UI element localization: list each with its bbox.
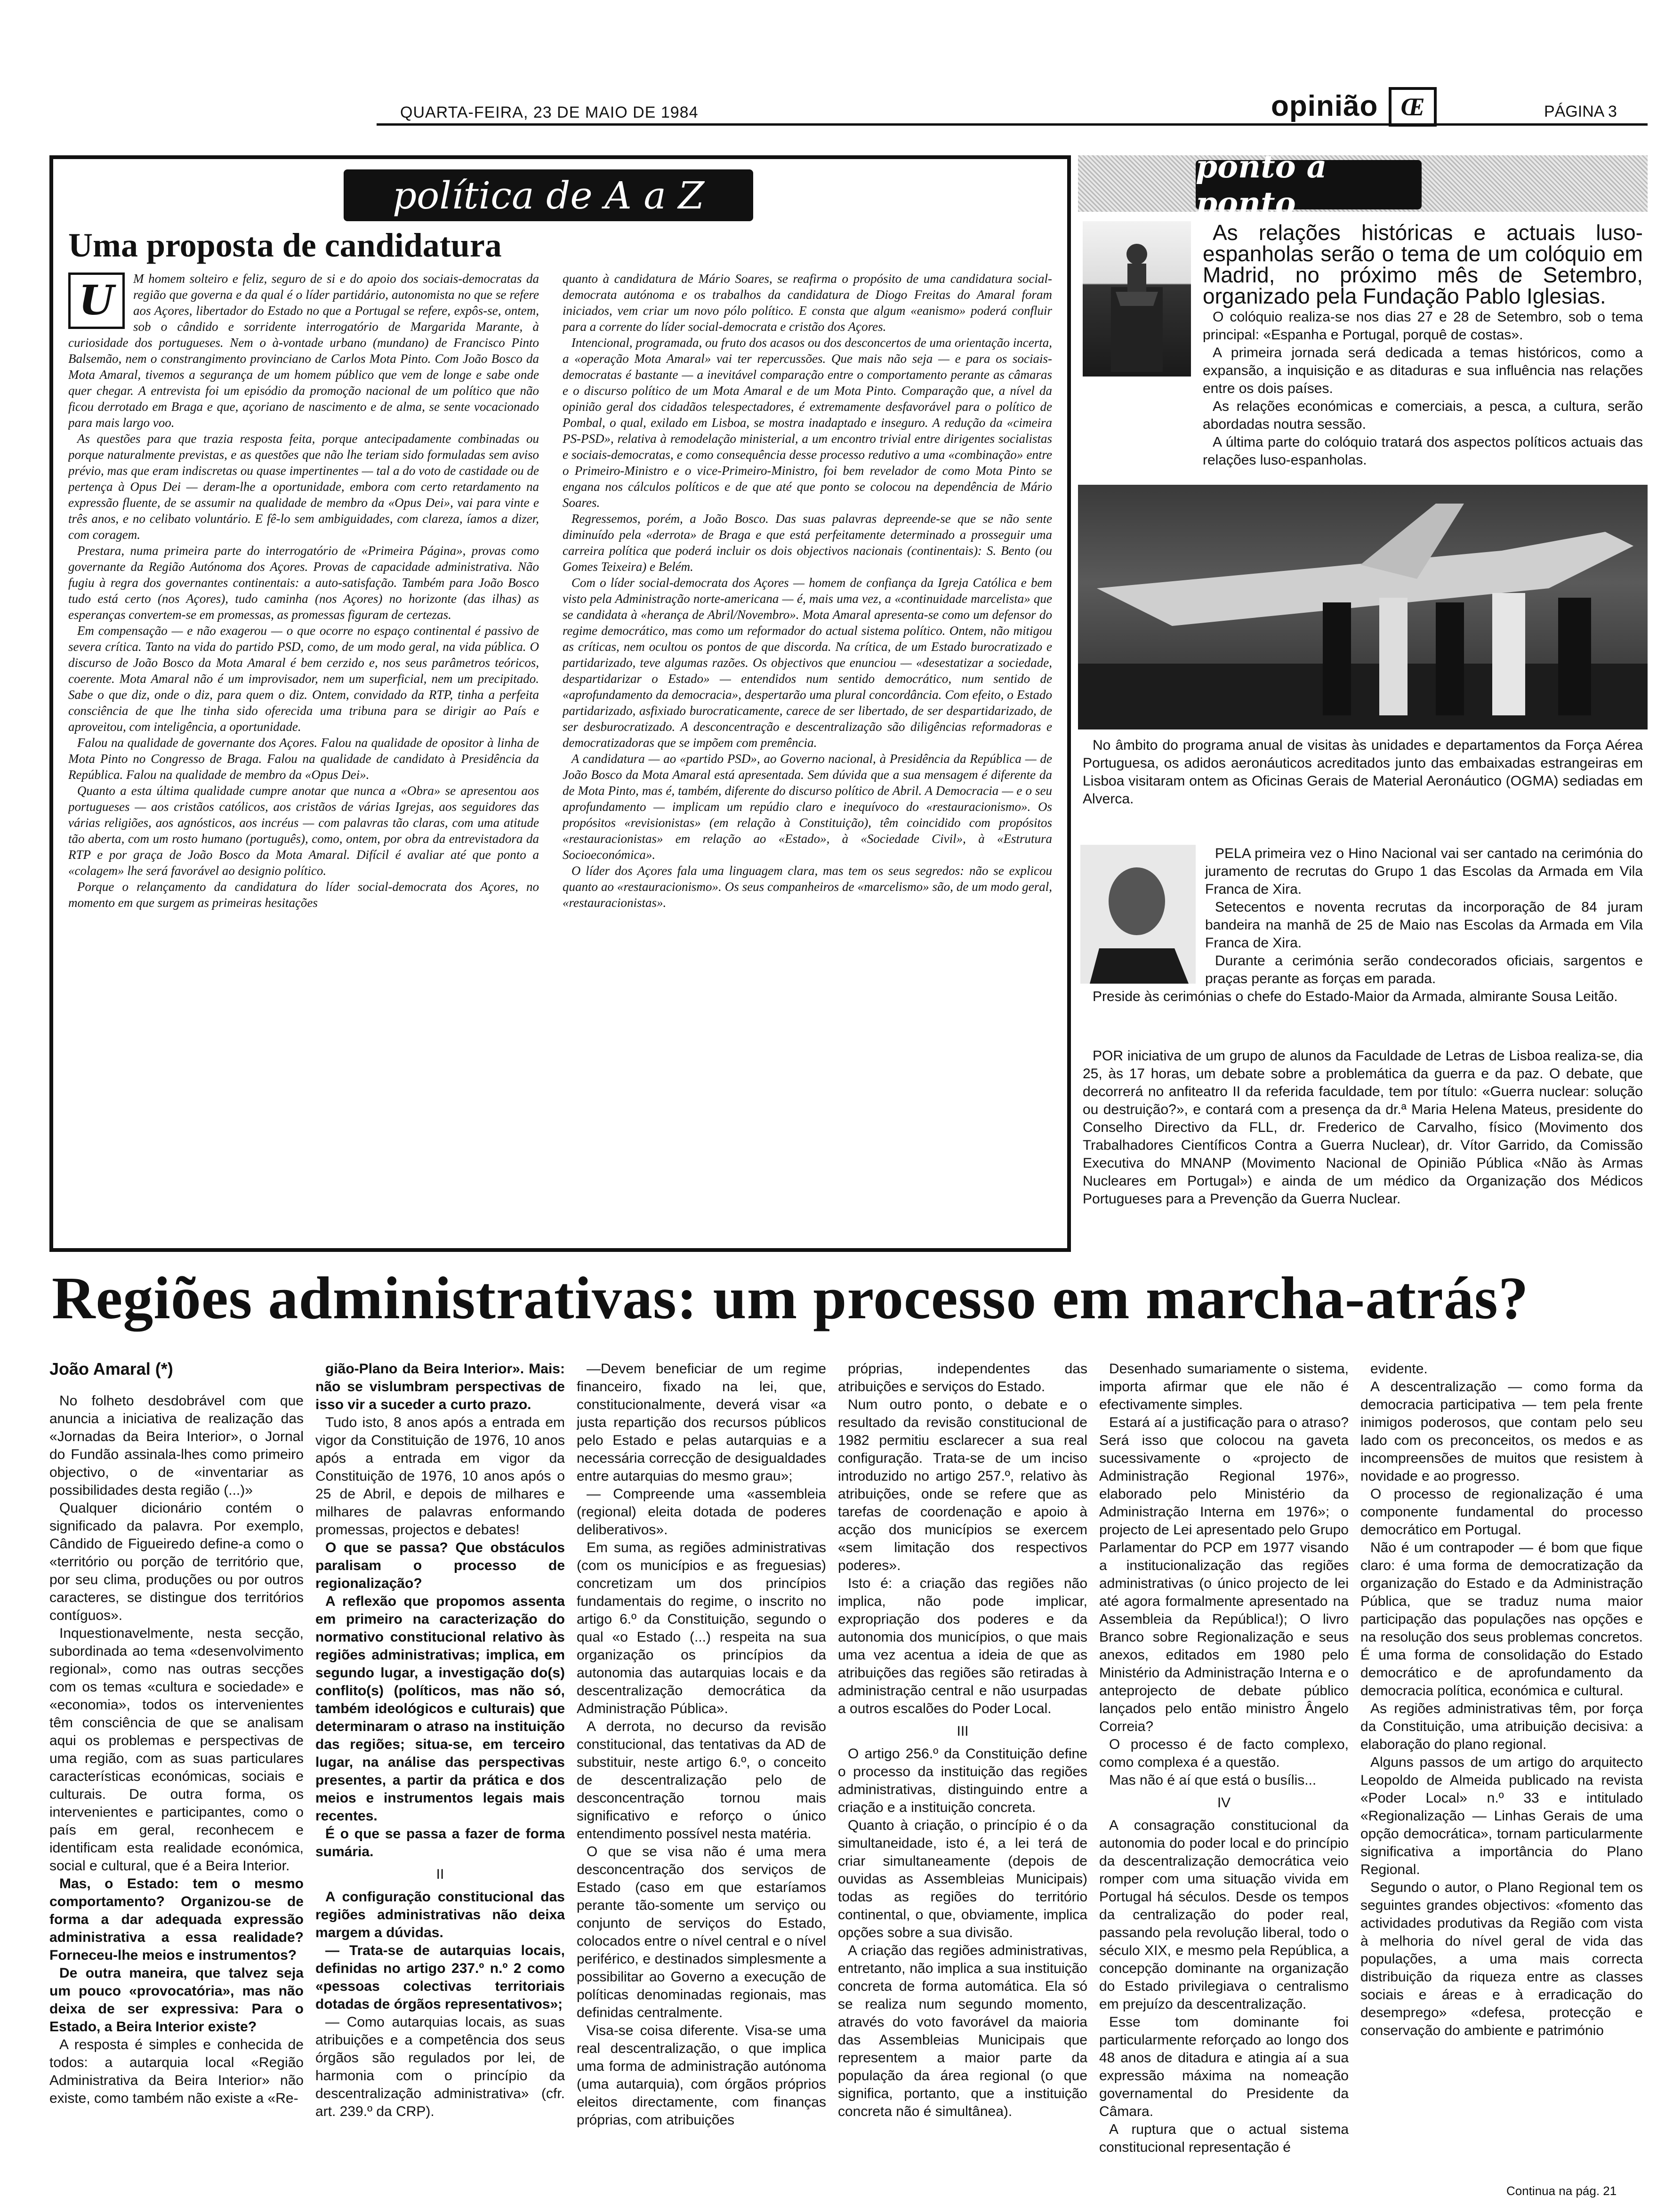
- regioes-paragraph: — Compreende uma «assembleia (regional) eleita dotada de poderes deliberativos».: [577, 1486, 826, 1538]
- regioes-paragraph: Alguns passos de um artigo do arquitecto Leopoldo de Almeida publicado na revista «Poder Local» n.º 33 e intitulado «Regionalização — Linhas Gerais de uma opção democrática», tornam particularmente significativa a importância do Plano Regional.: [1360, 1755, 1643, 1877]
- regioes-paragraph: próprias, independentes das atribuições e serviços do Estado.: [838, 1361, 1087, 1395]
- statue-illustration: [1083, 221, 1191, 377]
- ponto-paragraph: O colóquio realiza-se nos dias 27 e 28 de Setembro, sob o tema principal: «Espanha e Portugal, porquê de costas».: [1203, 309, 1643, 343]
- politica-title: Uma proposta de candidatura: [68, 226, 502, 264]
- regioes-paragraph: O que se visa não é uma mera desconcentração dos serviços de Estado (caso em que estaríamos perante tão-somente um serviço ou conjunto de serviços do Estado, colocados entre o nível central e o nível periférico, e destinados simplesmente a possibilitar ao Governo a execução de políticas denominadas regionais, mas definidas centralmente.: [577, 1844, 826, 2020]
- politica-col1: [68, 271, 539, 1240]
- ponto-paragraph-text: As relações históricas e actuais luso-espanholas serão o tema de um colóquio em Madrid, no próximo mês de Setembro, organizado pela Fundação Pablo Iglesias.: [1203, 224, 1643, 308]
- page-number: PÁGINA 3: [1544, 103, 1617, 120]
- regioes-paragraph: A configuração constitucional das regiões administrativas não deixa margem a dúvidas.: [315, 1889, 565, 1940]
- regioes-paragraph: No folheto desdobrável com que anuncia a iniciativa de realização das «Jornadas da Beira Interior», o Jornal do Fundão assinala-lhes como primeiro objectivo, o de «inventariar as possibilidades desta região (...)»: [49, 1393, 304, 1498]
- politica-paragraph: M homem solteiro e feliz, seguro de si e do apoio dos sociais-democratas da região que governa e da qual é o líder partidário, autonomista no que se refere aos Açores, libertador do Estado no que a Portugal se refere, expôs-se, ontem, sob o cândido e sorridente interrogatório de Margarida Marante, à curiosidade dos portugueses. Nem o à-vontade urbano (mundano) de Francisco Pinto Balsemão, nem o constrangimento provinciano de Carlos Mota Pinto. Com João Bosco da Mota Amaral, tivemos a segurança de um homem público que vem de longe e sabe onde quer chegar. A entrevista foi um episódio da promoção nacional de um político que não ficou derrotado em Braga e que, açoriano de nascimento e de alma, se sente vocacionado para mais largo voo.: [68, 272, 539, 430]
- ponto-paragraph: Preside às cerimónias o chefe do Estado-Maior da Armada, almirante Sousa Leitão.: [1093, 989, 1618, 1004]
- section-label: opinião: [1271, 90, 1378, 122]
- regioes-paragraph: A consagração constitucional da autonomia do poder local e do princípio da descentralização democrática veio romper com uma situação vivida em Portugal há séculos. Desde os tempos da centralização do poder real, passando pela revolução liberal, todo o século XIX, e mesmo pela República, a concepção dominante na organização do Estado privilegiava o centralismo em prejuízo da descentralização.: [1099, 1818, 1349, 2012]
- politica-banner: [344, 169, 753, 221]
- regioes-paragraph: O processo é de facto complexo, como complexa é a questão.: [1099, 1737, 1349, 1770]
- regioes-paragraph: A descentralização — como forma da democracia participativa — tem pela frente inimigos poderosos, que contam pelo seu lado com os preconceitos, os medos e as incompreensões de muitos que resistem à novidade e ao progresso.: [1360, 1379, 1643, 1484]
- aircraft-photo: [1078, 485, 1648, 729]
- regioes-paragraph: O processo de regionalização é uma componente fundamental do processo democrático em Portugal.: [1360, 1486, 1643, 1538]
- header-rule: [377, 123, 1648, 126]
- regioes-paragraph: Desenhado sumariamente o sistema, importa afirmar que ele não é efectivamente simples.: [1099, 1361, 1349, 1412]
- regioes-paragraph: — Como autarquias locais, as suas atribuições e a competência dos seus órgãos são regulados por lei, de harmonia com o princípio da descentralização administrativa» (cfr. art. 239.º da CRP).: [315, 2014, 565, 2119]
- ponto-paragraph: No âmbito do programa anual de visitas às unidades e departamentos da Força Aérea Portuguesa, os adidos aeronáuticos acreditados junto das embaixadas estrangeiras em Lisboa visitaram ontem as Oficinas Gerais de Material Aeronáutico (OGMA) sediadas em Alverca.: [1083, 737, 1643, 807]
- politica-paragraph: Quanto a esta última qualidade cumpre anotar que nunca a «Obra» se apresentou aos portugueses — aos cristãos católicos, aos cristãos de várias Igrejas, aos seguidores das várias religiões, aos agnósticos, aos incréus — com palavras tão claras, com uma atitude tão aberta, com um rosto humano (português), como, ontem, por obra da entrevistadora da RTP e por graça de João Bosco da Mota Amaral. Difícil é avaliar até que ponto a «colagem» lhe será favorável ao designio político.: [68, 784, 539, 878]
- politica-paragraph: Com o líder social-democrata dos Açores — homem de confiança da Igreja Católica e bem visto pela Administração norte-americana — é, mais uma vez, a «continuidade marcelista» que se candidata à «herança de Abril/Novembro». Mota Amaral apresenta-se como um defensor do regime democrático, mas como um reformador do actual sistema político. Ontem, não mitigou as críticas, nem ocultou os pontos de que discorda. Na crítica, de um Estado burocratizado e partidarizado, teve algumas razões. Os objectivos que enunciou — «desestatizar a sociedade, despartidarizar o Estado» — entendidos num sentido democrático, num sentido de «aprofundamento da democracia», despertarão uma plural concordância. Com efeito, o Estado partidarizado, asfixiado burocraticamente, carece de ser libertado, de ser despartidarizado, de ser desburocratizado. A desconcentração e descentralização são diligências reformadoras e democratizadoras que se impõem com premência.: [563, 576, 1052, 750]
- politica-paragraph: Falou na qualidade de governante dos Açores. Falou na qualidade de opositor à linha de Mota Pinto no Congresso de Braga. Falou na qualidade de candidato à Presidência da República. Falou na qualidade de membro da «Opus Dei».: [68, 736, 539, 782]
- regioes-paragraph: Segundo o autor, o Plano Regional tem os seguintes grandes objectivos: «fomento das actividades produtivas da Região com vista à melhoria do nível geral de vida das populações, a uma mais correcta distribuição da riqueza entre as classes sociais e áreas e à erradicação do desemprego» «defesa, protecção e conservação do ambiente e património: [1360, 1880, 1643, 2038]
- portrait-float: [1083, 845, 1205, 986]
- ponto-paragraph: POR iniciativa de um grupo de alunos da Faculdade de Letras de Lisboa realiza-se, dia 25, às 17 horas, um debate sobre a problemática da guerra e da paz. O debate, que decorrerá no anfiteatro II da referida faculdade, tem por título: «Guerra nuclear: solução ou destruição?», e contará com a presença da dr.ª Maria Helena Mateus, presidente do Conselho Directivo da FLL, dr. Frederico de Carvalho, físico (Movimento dos Trabalhadores Científicos Contra a Guerra Nuclear), dr. Vítor Garrido, da Comissão Executiva do MNANP (Movimento Nacional de Opinião Pública «Não às Armas Nucleares em Portugal») e ainda de um médico da Organização dos Médicos Portugueses para a Prevenção da Guerra Nuclear.: [1083, 1048, 1643, 1207]
- regioes-col6: [1360, 1360, 1643, 2179]
- ponto-item-1: [1203, 224, 1643, 478]
- regioes-col3: [577, 1360, 826, 2198]
- politica-banner-text: política de A a Z: [392, 173, 705, 217]
- regioes-paragraph: Inquestionavelmente, nesta secção, subordinada ao tema «desenvolvimento regional», como nas outras secções com os temas «cultura e sociedade» e «economia», todos os intervenientes têm consciência de que se analisam aqui os problemas e perspectivas de uma região, com as suas particulares características económicas, sociais e culturais. De outra forma, os intervenientes e participantes, como o país em geral, reconhecem e identificam esta realidade económica, social e cultural, que é a Beira Interior.: [49, 1626, 304, 1874]
- politica-paragraph: quanto à candidatura de Mário Soares, se reafirma o propósito de uma candidatura social-democrata autónoma e os trabalhos da candidatura de Diogo Freitas do Amaral foram iniciados, vem criar um novo pólo político. E consta que algum «eanismo» poderá confluir para a corrente do líder social-democrata e cristão dos Açores.: [563, 272, 1052, 334]
- continua-link[interactable]: Continua na pág. 21: [1506, 2184, 1617, 2198]
- regioes-paragraph: A criação das regiões administrativas, entretanto, não implica a sua instituição concreta de forma automática. Ela só se realiza num segundo momento, através do voto favorável da maioria das Assembleias Municipais que representem a maior parte da população da área regional (o que significa, portanto, que a instituição concreta não é simultânea).: [838, 1943, 1087, 2119]
- regioes-paragraph: A derrota, no decurso da revisão constitucional, das tentativas da AD de substituir, neste artigo 6.º, o conceito de descentralização pelo de desconcentração tornou mais significativo e reforço o único entendimento possível nesta matéria.: [577, 1719, 826, 1842]
- aircraft-illustration: [1078, 485, 1648, 729]
- regioes-author: João Amaral (*): [49, 1360, 173, 1378]
- ponto-paragraph: A primeira jornada será dedicada a temas históricos, como a expansão, a inquisição e as ditaduras e sua influência nas relações entre os dois países.: [1203, 345, 1643, 396]
- politica-paragraph: As questões para que trazia resposta feita, porque antecipadamente combinadas ou porque naturalmente previstas, e as questões que não lhe teriam sido formuladas sem aviso prévio, mas que eram indiscretas ou quase impertinentes — tal a do voto de castidade ou de pertença à Opus Dei — deram-lhe a oportunidade, embora com certo retardamento na expressão fluente, de se assumir na qualidade de membro da «Opus Dei», vai para vinte e três anos, e no celibato voluntário. E fê-lo sem ambiguidades, com clareza, íamos a dizer, com coragem.: [68, 432, 539, 542]
- politica-paragraph: Regressemos, porém, a João Bosco. Das suas palavras depreende-se que se não sente diminuído pela «derrota» de Braga e que está perfeitamente determinado a prosseguir uma carreira política que poderá incluir os dois objectivos nacionais (continentais): S. Bento (ou Gomes Teixeira) e Belém.: [563, 512, 1052, 574]
- regioes-paragraph: Num outro ponto, o debate e o resultado da revisão constitucional de 1982 permitiu esclarecer a sua real configuração. Trata-se de um inciso introduzido no artigo 257.º, relativo às atribuições, onde se refere que as tarefas de coordenação e apoio à acção dos municípios se exercem «sem limitação dos respectivos poderes».: [838, 1397, 1087, 1573]
- regioes-paragraph: Isto é: a criação das regiões não implica, não pode implicar, expropriação dos poderes e da autonomia dos municípios, o que mais uma vez acentua a ideia de que as atribuições das regiões são retiradas à administração central e não usurpadas a outros escalões do Poder Local.: [838, 1576, 1087, 1716]
- politica-paragraph: Em compensação — e não exagerou — o que ocorre no espaço continental é passivo de severa crítica. Tanto na vida do partido PSD, como, de um modo geral, na vida pública. O discurso de João Bosco da Mota Amaral é bem cerzido e, nos seus parâmetros teóricos, coerente. Mota Amaral não é um improvisador, nem um superficial, nem um precipitado. Sabe o que diz, onde o diz, para quem o diz. Ontem, convidado da RTP, tinha a perfeita consciência de que lhe tinha sido oferecida uma tribuna para se dirigir ao País e aproveitou, com inteligência, a oportunidade.: [68, 624, 539, 734]
- logo-glyph: Œ: [1400, 93, 1425, 121]
- regioes-paragraph: Mas, o Estado: tem o mesmo comportamento? Organizou-se de forma a dar adequada expressão administrativa a essa realidade? Forneceu-lhe meios e instrumentos?: [49, 1876, 304, 1963]
- regioes-paragraph: gião-Plano da Beira Interior». Mais: não se vislumbram perspectivas de isso vir a suceder a curto prazo.: [315, 1361, 565, 1412]
- politica-paragraph: Porque o relançamento da candidatura do líder social-democrata dos Açores, no momento em que surgem as primeiras hesitações: [68, 880, 539, 910]
- ponto-banner-text: ponto a ponto: [1196, 148, 1327, 222]
- ponto-item-4: [1083, 1047, 1643, 1250]
- regioes-paragraph: Visa-se coisa diferente. Visa-se uma real descentralização, o que implica uma forma de administração autónoma (uma autarquia), com órgãos próprios eleitos directamente, com finanças próprias, com atribuições: [577, 2023, 826, 2128]
- ponto-paragraph: PELA primeira vez o Hino Nacional vai ser cantado na cerimónia do juramento de recrutas do Grupo 1 das Escolas da Armada em Vila Franca de Xira.: [1205, 846, 1643, 897]
- regioes-paragraph: A reflexão que propomos assenta em primeiro na caracterização do normativo constitucional relativo às regiões administrativas; implica, em segundo lugar, a investigação do(s) conflito(s) (políticos, mas não só, também ideológicos e culturais) que determinaram o atraso na instituição das regiões; situa-se, em terceiro lugar, na análise das perspectivas presentes, a partir da prática e dos meios e instrumentos legais mais recentes.: [315, 1594, 565, 1824]
- ponto-item-2: [1083, 737, 1643, 838]
- regioes-paragraph: Tudo isto, 8 anos após a entrada em vigor da Constituição de 1976, 10 anos após a entrada em vigor da Constituição de 1976, 10 anos após o 25 de Abril, e depois de milhares e milhares de palavras enformando promessas, projectos e debates!: [315, 1415, 565, 1538]
- regioes-col2: [315, 1360, 565, 2198]
- regioes-paragraph: O artigo 256.º da Constituição define o processo da instituição das regiões administrativas, distinguindo entre a criação e a instituição concreta.: [838, 1746, 1087, 1815]
- section-number: IV: [1217, 1795, 1231, 1811]
- regioes-paragraph: Esse tom dominante foi particularmente reforçado ao longo dos 48 anos de ditadura e atingia aí a sua expressão máxima na nomeação governamental do Presidente da Câmara.: [1099, 2014, 1349, 2119]
- ponto-paragraph: [1203, 224, 1643, 308]
- ponto-paragraph: As relações económicas e comerciais, a pesca, a cultura, serão abordadas noutra sessão.: [1203, 399, 1643, 432]
- politica-dropcap: U: [68, 272, 125, 329]
- regioes-headline: Regiões administrativas: um processo em marcha-atrás?: [52, 1265, 1529, 1331]
- regioes-paragraph: Não é um contrapoder — é bom que fique claro: é uma forma de democratização da organização do Estado e da Administração Pública, que se traduz numa maior participação das populações nas opções e na resolução dos seus problemas concretos. É uma forma de consolidação do Estado democrático e de aprofundamento da democracia política, económica e cultural.: [1360, 1540, 1643, 1699]
- politica-col2: [563, 271, 1052, 1240]
- politica-paragraph: A candidatura — ao «partido PSD», ao Governo nacional, à Presidência da República — de João Bosco da Mota Amaral está apresentada. Sem dúvida que a sua mensagem é diferente da de Mota Pinto, mas é, também, diferente do discurso político de Abril. A Democracia — e o seu aprofundamento — implicam um repúdio claro e inequívoco do «restauracionismo». Os propósitos «revisionistas» (em relação à Constituição), têm coincidido com propósitos «restauracionistas» em relação ao «Estado», à «Sociedade Civil», à «Estrutura Socioeconómica».: [563, 752, 1052, 862]
- regioes-col5: [1099, 1360, 1349, 2198]
- regioes-paragraph: —Devem beneficiar de um regime financeiro, fixado na lei, que, constitucionalmente, deverá visar «a justa repartição dos recursos públicos pelo Estado e pelas autarquias e a necessária correcção de desigualdades entre autarquias do mesmo grau»;: [577, 1361, 826, 1484]
- politica-paragraph: Intencional, programada, ou fruto dos acasos ou dos desconcertos de uma orientação incerta, a «operação Mota Amaral» vai ter repercussões. Que mais não seja — e para os sociais-democratas é bastante — a inevitável comparação entre o comportamento perante as câmaras e o discurso político de um Mota Amaral e de um Mota Pinto. Comparação que, a nível da opinião geral dos cidadãos telespectadores, é extremamente desfavorável para o político de Pombal, o qual, exilado em Lisboa, se mostra inadaptado e inseguro. A redução da «cimeira PS-PSD», relativa à remodelação ministerial, a um encontro trivial entre dirigentes socialistas e sociais-democratas, e como consequência desse processo redutivo a uma «combinação» entre o Primeiro-Ministro e o vice-Primeiro-Ministro, foi bem revelador de como Mota Pinto se engana nos cálculos políticos e de que até que ponto se colocou na dependência de Mário Soares.: [563, 336, 1052, 510]
- regioes-paragraph: Quanto à criação, o princípio é o da simultaneidade, isto é, a lei terá de criar simultaneamente (depois de ouvidas as Assembleias Municipais) todas as regiões do território continental, o que, obviamente, implica opções sobre a sua divisão.: [838, 1818, 1087, 1940]
- regioes-paragraph: Mas não é aí que está o busílis...: [1109, 1772, 1317, 1788]
- header-date: QUARTA-FEIRA, 23 DE MAIO DE 1984: [400, 104, 699, 121]
- regioes-paragraph: A resposta é simples e conhecida de todos: a autarquia local «Região Administrativa da Beira Interior» não existe, como também não existe a «Re-: [49, 2037, 304, 2106]
- ponto-paragraph: Setecentos e noventa recrutas da incorporação de 84 juram bandeira na manhã de 25 de Maio nas Escolas da Armada em Vila Franca de Xira.: [1205, 899, 1643, 951]
- ponto-banner: [1196, 148, 1422, 222]
- politica-paragraph: Prestara, numa primeira parte do interrogatório de «Primeira Página», provas como governante da Região Autónoma dos Açores. Provas de capacidade administrativa. Não fugiu à regra dos governantes continentais: a auto-satisfação. Também para João Bosco tudo está certo (nos Açores), tudo caminha (nos Açores) no horizonte (das ilhas) as esperanças convertem-se em promessas, as promessas figuram de certezas.: [68, 544, 539, 622]
- regioes-paragraph: De outra maneira, que talvez seja um pouco «provocatória», mas não deixa de ser expressiva: Para o Estado, a Beira Interior existe?: [49, 1965, 304, 2035]
- regioes-col1: [49, 1360, 304, 2198]
- regioes-paragraph: O que se passa? Que obstáculos paralisam o processo de regionalização?: [315, 1540, 565, 1591]
- regioes-paragraph: É o que se passa a fazer de forma sumária.: [315, 1826, 565, 1859]
- regioes-paragraph: evidente.: [1370, 1361, 1428, 1377]
- statue-photo: [1083, 221, 1191, 377]
- section-number: II: [436, 1867, 444, 1882]
- ponto-paragraph: A última parte do colóquio tratará dos aspectos políticos actuais das relações luso-espanholas.: [1203, 434, 1643, 468]
- regioes-paragraph: A ruptura que o actual sistema constitucional representação é: [1099, 2122, 1349, 2155]
- section-number: III: [957, 1723, 969, 1739]
- regioes-paragraph: Em suma, as regiões administrativas (com os municípios e as freguesias) concretizam um dos princípios fundamentais do regime, o inscrito no artigo 6.º da Constituição, segundo o qual «o Estado (...) respeita na sua organização os princípios da autonomia das autarquias locais e da descentralização democrática da Administração Pública».: [577, 1540, 826, 1716]
- regioes-col4: [838, 1360, 1087, 2198]
- newspaper-logo: [1389, 87, 1437, 127]
- politica-paragraph: O líder dos Açores fala uma linguagem clara, mas tem os seus segredos: não se explicou quanto ao «restauracionismo». Os seus companheiros de «marcelismo» são, de um modo geral, «restauracionistas».: [563, 864, 1052, 910]
- ponto-item-3: [1083, 845, 1643, 1042]
- regioes-paragraph: As regiões administrativas têm, por força da Constituição, uma atribuição decisiva: a elaboração do plano regional.: [1360, 1701, 1643, 1752]
- regioes-paragraph: Estará aí a justificação para o atraso? Será isso que colocou na gaveta sucessivamente o «projecto de Administração Regional 1976», elaborado pelo Ministério da Administração Interna em 1976»; o projecto de Lei apresentado pelo Grupo Parlamentar do PCP em 1977 visando a institucionalização das regiões administrativas (o único projecto de lei até agora formalmente apresentado na Assembleia da República!); O livro Branco sobre Regionalização e seus anexos, editados em 1980 pelo Ministério da Administração Interna e o anteprojecto de debate público lançados pelo então ministro Ângelo Correia?: [1099, 1415, 1349, 1734]
- regioes-paragraph: Qualquer dicionário contém o significado da palavra. Por exemplo, Cândido de Figueiredo define-a como o «território ou porção de território que, por seu clima, produções ou por outros caracteres, se distingue dos territórios contíguos».: [49, 1500, 304, 1623]
- ponto-paragraph: Durante a cerimónia serão condecorados oficiais, sargentos e praças perante as forças em parada.: [1205, 953, 1643, 986]
- regioes-paragraph: — Trata-se de autarquias locais, definidas no artigo 237.º n.º 2 como «pessoas colectivas territoriais dotadas de órgãos representativos»;: [315, 1943, 565, 2012]
